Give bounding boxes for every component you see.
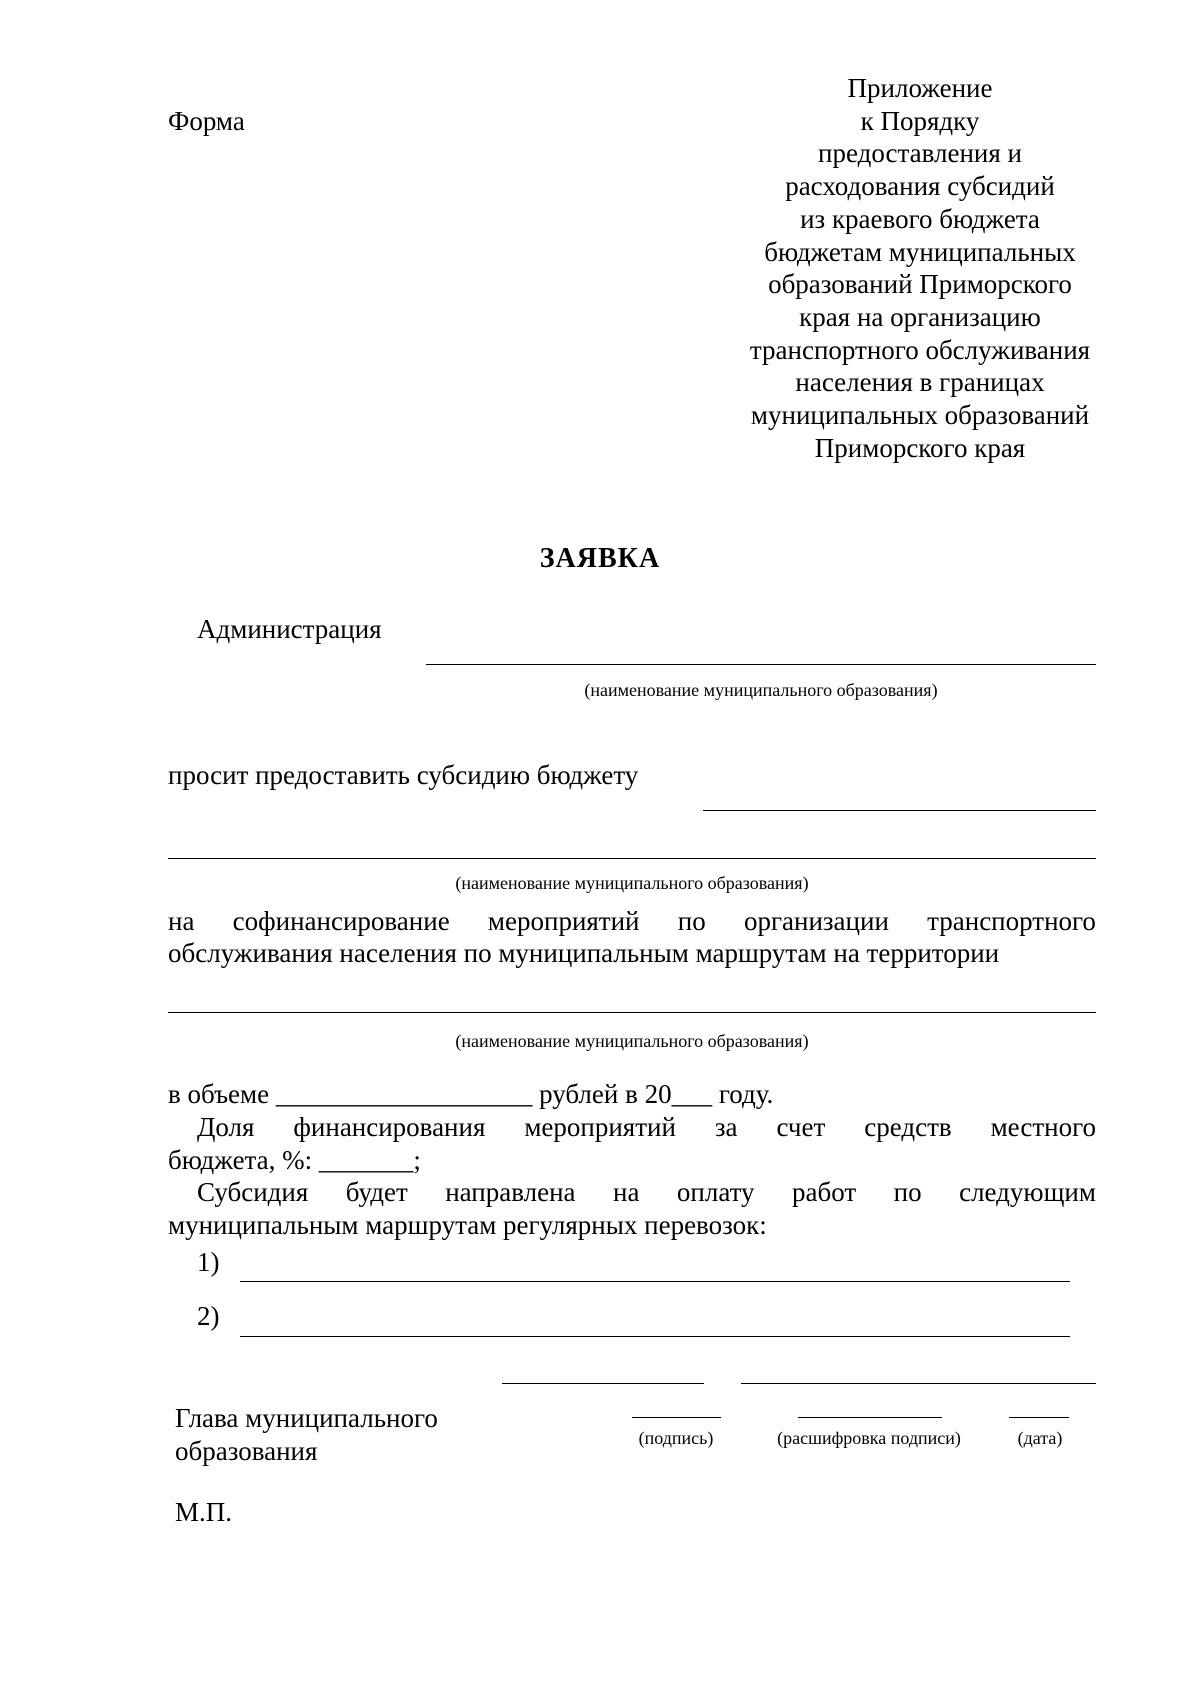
appendix-line: к Порядку bbox=[860, 105, 980, 136]
appendix-line: Приморского края bbox=[814, 432, 1026, 463]
route-field-line-2 bbox=[240, 1336, 1070, 1337]
subsidy-line-2: муниципальным маршрутам регулярных перевозок: bbox=[168, 1210, 767, 1240]
cofinancing-line-2: обслуживания населения по муниципальным маршрутам на территории bbox=[168, 938, 1000, 968]
route-label-1: 1) bbox=[197, 1247, 220, 1277]
signature-caption: (подпись) bbox=[638, 1428, 714, 1448]
share-line-2: бюджета, %: _______; bbox=[168, 1145, 421, 1175]
administration-label: Администрация bbox=[197, 614, 382, 644]
word: будет bbox=[345, 1177, 408, 1207]
word: оплату bbox=[676, 1177, 755, 1207]
word: софинансирование bbox=[232, 906, 450, 936]
form-label: Форма bbox=[168, 106, 245, 136]
word: счет bbox=[776, 1112, 826, 1142]
municipality-caption: (наименование муниципального образования) bbox=[455, 1031, 809, 1051]
appendix-line: предоставления и bbox=[818, 138, 1022, 169]
word: на bbox=[613, 1177, 640, 1207]
signature-decoding-caption: (расшифровка подписи) bbox=[777, 1428, 961, 1448]
appendix-line: бюджетам муниципальных bbox=[764, 236, 1076, 267]
word: финансирования bbox=[293, 1112, 486, 1142]
territory-name-field-line bbox=[168, 1012, 1096, 1013]
budget-name-field-line-2 bbox=[168, 858, 1096, 859]
budget-name-field-line-1 bbox=[703, 810, 1096, 811]
signature-decoding-field-line bbox=[741, 1383, 1096, 1384]
request-text: просит предоставить субсидию бюджету bbox=[168, 760, 639, 790]
subsidy-line-1 bbox=[197, 1177, 1096, 1207]
appendix-line: транспортного обслуживания bbox=[749, 334, 1091, 365]
appendix-block bbox=[712, 72, 1128, 464]
head-label-line-2: образования bbox=[175, 1436, 318, 1466]
appendix-line: расходования субсидий bbox=[785, 171, 1055, 202]
word: транспортного bbox=[927, 906, 1096, 936]
word: мероприятий bbox=[487, 906, 640, 936]
word: Доля bbox=[197, 1112, 255, 1142]
appendix-line: образований Приморского bbox=[768, 269, 1072, 300]
volume-line: в объеме ___________________ рублей в 20___ году. bbox=[168, 1079, 774, 1109]
word: следующим bbox=[959, 1177, 1096, 1207]
word: организации bbox=[743, 906, 889, 936]
signature-field-line bbox=[502, 1383, 704, 1384]
word: Субсидия bbox=[197, 1177, 309, 1207]
word: по bbox=[677, 906, 706, 936]
word: работ bbox=[792, 1177, 857, 1207]
municipality-caption: (наименование муниципального образования) bbox=[584, 680, 938, 700]
signature-decoding-short-line bbox=[798, 1417, 942, 1418]
seal-label: М.П. bbox=[175, 1497, 233, 1527]
route-field-line-1 bbox=[240, 1281, 1070, 1282]
appendix-line: края на организацию bbox=[799, 301, 1041, 332]
word: по bbox=[893, 1177, 922, 1207]
appendix-line: Приложение bbox=[847, 73, 993, 103]
appendix-line: населения в границах bbox=[795, 367, 1045, 398]
cofinancing-line-1 bbox=[168, 906, 1096, 936]
appendix-line: муниципальных образований bbox=[750, 400, 1090, 431]
word: средств bbox=[864, 1112, 952, 1142]
share-line-1 bbox=[197, 1112, 1096, 1142]
word: на bbox=[168, 906, 195, 936]
date-short-line bbox=[1009, 1417, 1069, 1418]
word: мероприятий bbox=[524, 1112, 676, 1142]
signature-short-line bbox=[632, 1417, 721, 1418]
appendix-line: из краевого бюджета bbox=[800, 203, 1040, 234]
municipality-name-field-line bbox=[426, 664, 1096, 665]
document-title: ЗАЯВКА bbox=[539, 543, 661, 574]
word: за bbox=[714, 1112, 738, 1142]
municipality-caption: (наименование муниципального образования) bbox=[455, 873, 809, 893]
word: местного bbox=[990, 1112, 1096, 1142]
head-label-line-1: Глава муниципального bbox=[175, 1403, 438, 1433]
date-caption: (дата) bbox=[1017, 1428, 1063, 1448]
route-label-2: 2) bbox=[197, 1301, 220, 1331]
word: направлена bbox=[445, 1177, 576, 1207]
